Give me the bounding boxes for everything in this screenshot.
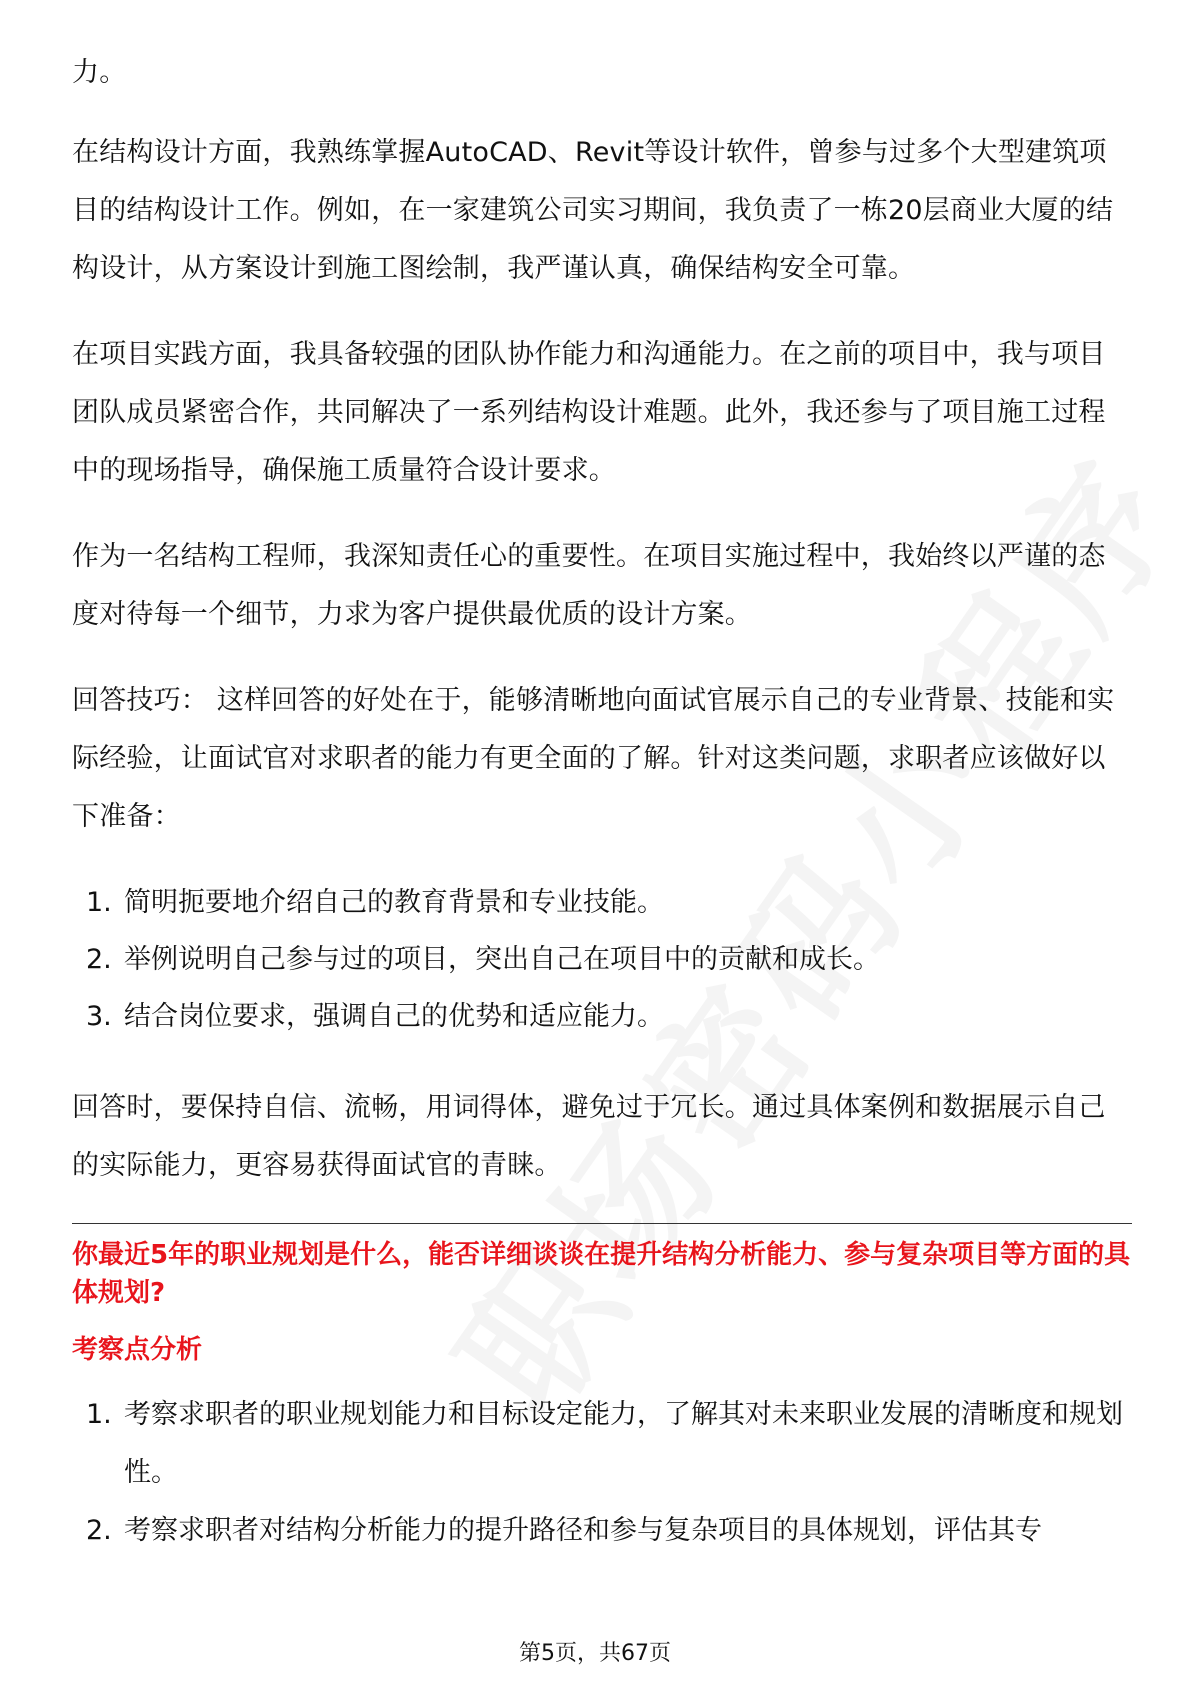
analysis-list bbox=[72, 1386, 1132, 1560]
paragraph-project-practice: 在项目实践方面，我具备较强的团队协作能力和沟通能力。在之前的项目中，我与项目团队成员紧密合作，共同解决了一系列结构设计难题。此外，我还参与了项目施工过程中的现场指导，确保施工质量符合设计要求。 bbox=[72, 339, 1106, 486]
list-number: 2. bbox=[86, 1515, 112, 1546]
list-number: 1. bbox=[86, 1399, 112, 1430]
list-item bbox=[72, 1502, 1132, 1560]
analysis-heading: 考察点分析 bbox=[72, 1335, 203, 1365]
list-item bbox=[72, 931, 1132, 988]
page-content bbox=[72, 44, 1132, 1560]
section-divider bbox=[72, 1223, 1132, 1224]
question-heading: 你最近5年的职业规划是什么，能否详细谈谈在提升结构分析能力、参与复杂项目等方面的具体规划? bbox=[72, 1240, 1131, 1308]
tips-list bbox=[72, 874, 1132, 1045]
list-item bbox=[72, 1386, 1132, 1502]
list-number: 1. bbox=[86, 887, 112, 918]
page-number-footer: 第5页，共67页 bbox=[519, 1641, 671, 1666]
paragraph-continuation: 力。 bbox=[72, 57, 127, 88]
list-item-text: 考察求职者对结构分析能力的提升路径和参与复杂项目的具体规划，评估其专 bbox=[124, 1515, 1042, 1546]
paragraph-structural-design: 在结构设计方面，我熟练掌握AutoCAD、Revit等设计软件，曾参与过多个大型建筑项目的结构设计工作。例如，在一家建筑公司实习期间，我负责了一栋20层商业大厦的结构设计，从方案设计到施工图绘制，我严谨认真，确保结构安全可靠。 bbox=[72, 137, 1114, 284]
list-item-text: 结合岗位要求，强调自己的优势和适应能力。 bbox=[124, 1001, 664, 1032]
paragraph-answer-tips: 回答技巧： 这样回答的好处在于，能够清晰地向面试官展示自己的专业背景、技能和实际经验，让面试官对求职者的能力有更全面的了解。针对这类问题，求职者应该做好以下准备： bbox=[72, 685, 1115, 832]
list-item-text: 简明扼要地介绍自己的教育背景和专业技能。 bbox=[124, 887, 664, 918]
list-number: 2. bbox=[86, 944, 112, 975]
paragraph-responsibility: 作为一名结构工程师，我深知责任心的重要性。在项目实施过程中，我始终以严谨的态度对待每一个细节，力求为客户提供最优质的设计方案。 bbox=[72, 541, 1106, 630]
list-item-text: 举例说明自己参与过的项目，突出自己在项目中的贡献和成长。 bbox=[124, 944, 880, 975]
list-item bbox=[72, 988, 1132, 1045]
list-item bbox=[72, 874, 1132, 931]
paragraph-answer-advice: 回答时，要保持自信、流畅，用词得体，避免过于冗长。通过具体案例和数据展示自己的实际能力，更容易获得面试官的青睐。 bbox=[72, 1092, 1106, 1181]
list-item-text: 考察求职者的职业规划能力和目标设定能力，了解其对未来职业发展的清晰度和规划性。 bbox=[124, 1399, 1123, 1488]
list-number: 3. bbox=[86, 1001, 112, 1032]
